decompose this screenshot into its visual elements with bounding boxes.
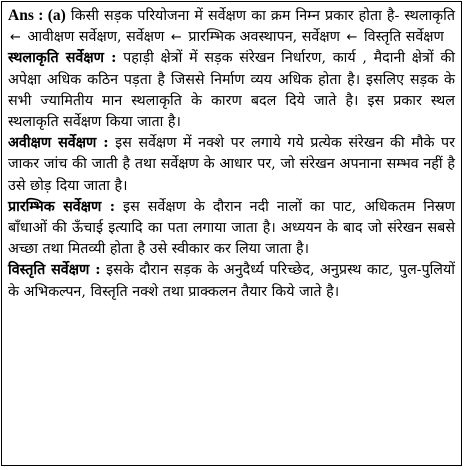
section-reconnaissance-survey: [8, 133, 455, 197]
section-body: पहाड़ी क्षेत्रों में सड़क संरेखन निर्धारण, कार्य , मैदानी क्षेत्रों की अपेक्षा अधिक कठिन पड़ता है जिससे निर्माण व्यय अधिक होता है। इसलिए सड़क के सभी ज्यामितीय मान स्थलाकृति के कारण बदल दिये जाते है। इस प्रकार स्थल स्थलाकृति सर्वेक्षण किया जाता है।: [8, 50, 456, 131]
section-topographic-survey: [8, 48, 455, 133]
sequence-step-1: आवीक्षण सर्वेक्षण, सर्वेक्षण: [27, 29, 165, 46]
sequence-step-2: प्रारम्भिक अवस्थापन, सर्वेक्षण: [188, 29, 340, 46]
section-heading: विस्तृति सर्वेक्षण :: [8, 262, 101, 279]
section-body: इसके दौरान सड़क के अनुदैर्ध्य परिच्छेद, अनुप्रस्थ काट, पुल-पुलियों के अभिकल्पन, विस्तृति नक्शे तथा प्राक्कलन तैयार किये जाते है।: [8, 262, 455, 300]
answer-intro: किसी सड़क परियोजना में सर्वेक्षण का क्रम निम्न प्रकार होता है- स्थलाकृति: [70, 8, 455, 24]
sequence-step-3: विस्तृति सर्वेक्षण: [363, 29, 444, 46]
answer-label: Ans : (a): [8, 7, 66, 24]
answer-box: [1, 1, 462, 466]
left-arrow-icon: ←: [10, 30, 21, 46]
left-arrow-icon: ←: [170, 30, 182, 46]
section-body: इस सर्वेक्षण के दौरान नदी नालों का पाट, अधिकतम निस्रण बाँधाओं की ऊँचाई इत्यादि का पता लगाया जाता है। अध्ययन के बाद जो संरेखन सबसे अच्छा तथा मितव्यी होता है उसे स्वीकार कर लिया जाता है।: [8, 198, 455, 258]
section-preliminary-survey: [8, 197, 455, 261]
section-heading: अवीक्षण सर्वेक्षण :: [8, 135, 109, 152]
section-body: इस सर्वेक्षण में नक्शे पर लगाये गये प्रत्येक संरेखन की मौके पर जाकर जांच की जाती है तथा सर्वेक्षण के आधार पर, जो संरेखन अपनाना सम्भव नहीं है उसे छोड़ दिया जाता है।: [8, 135, 455, 194]
section-detailed-survey: [8, 260, 455, 302]
left-arrow-icon: ←: [346, 30, 358, 46]
section-heading: स्थलाकृति सर्वेक्षण :: [8, 50, 117, 67]
answer-paragraph: [8, 5, 455, 48]
section-heading: प्रारम्भिक सर्वेक्षण :: [8, 198, 116, 215]
